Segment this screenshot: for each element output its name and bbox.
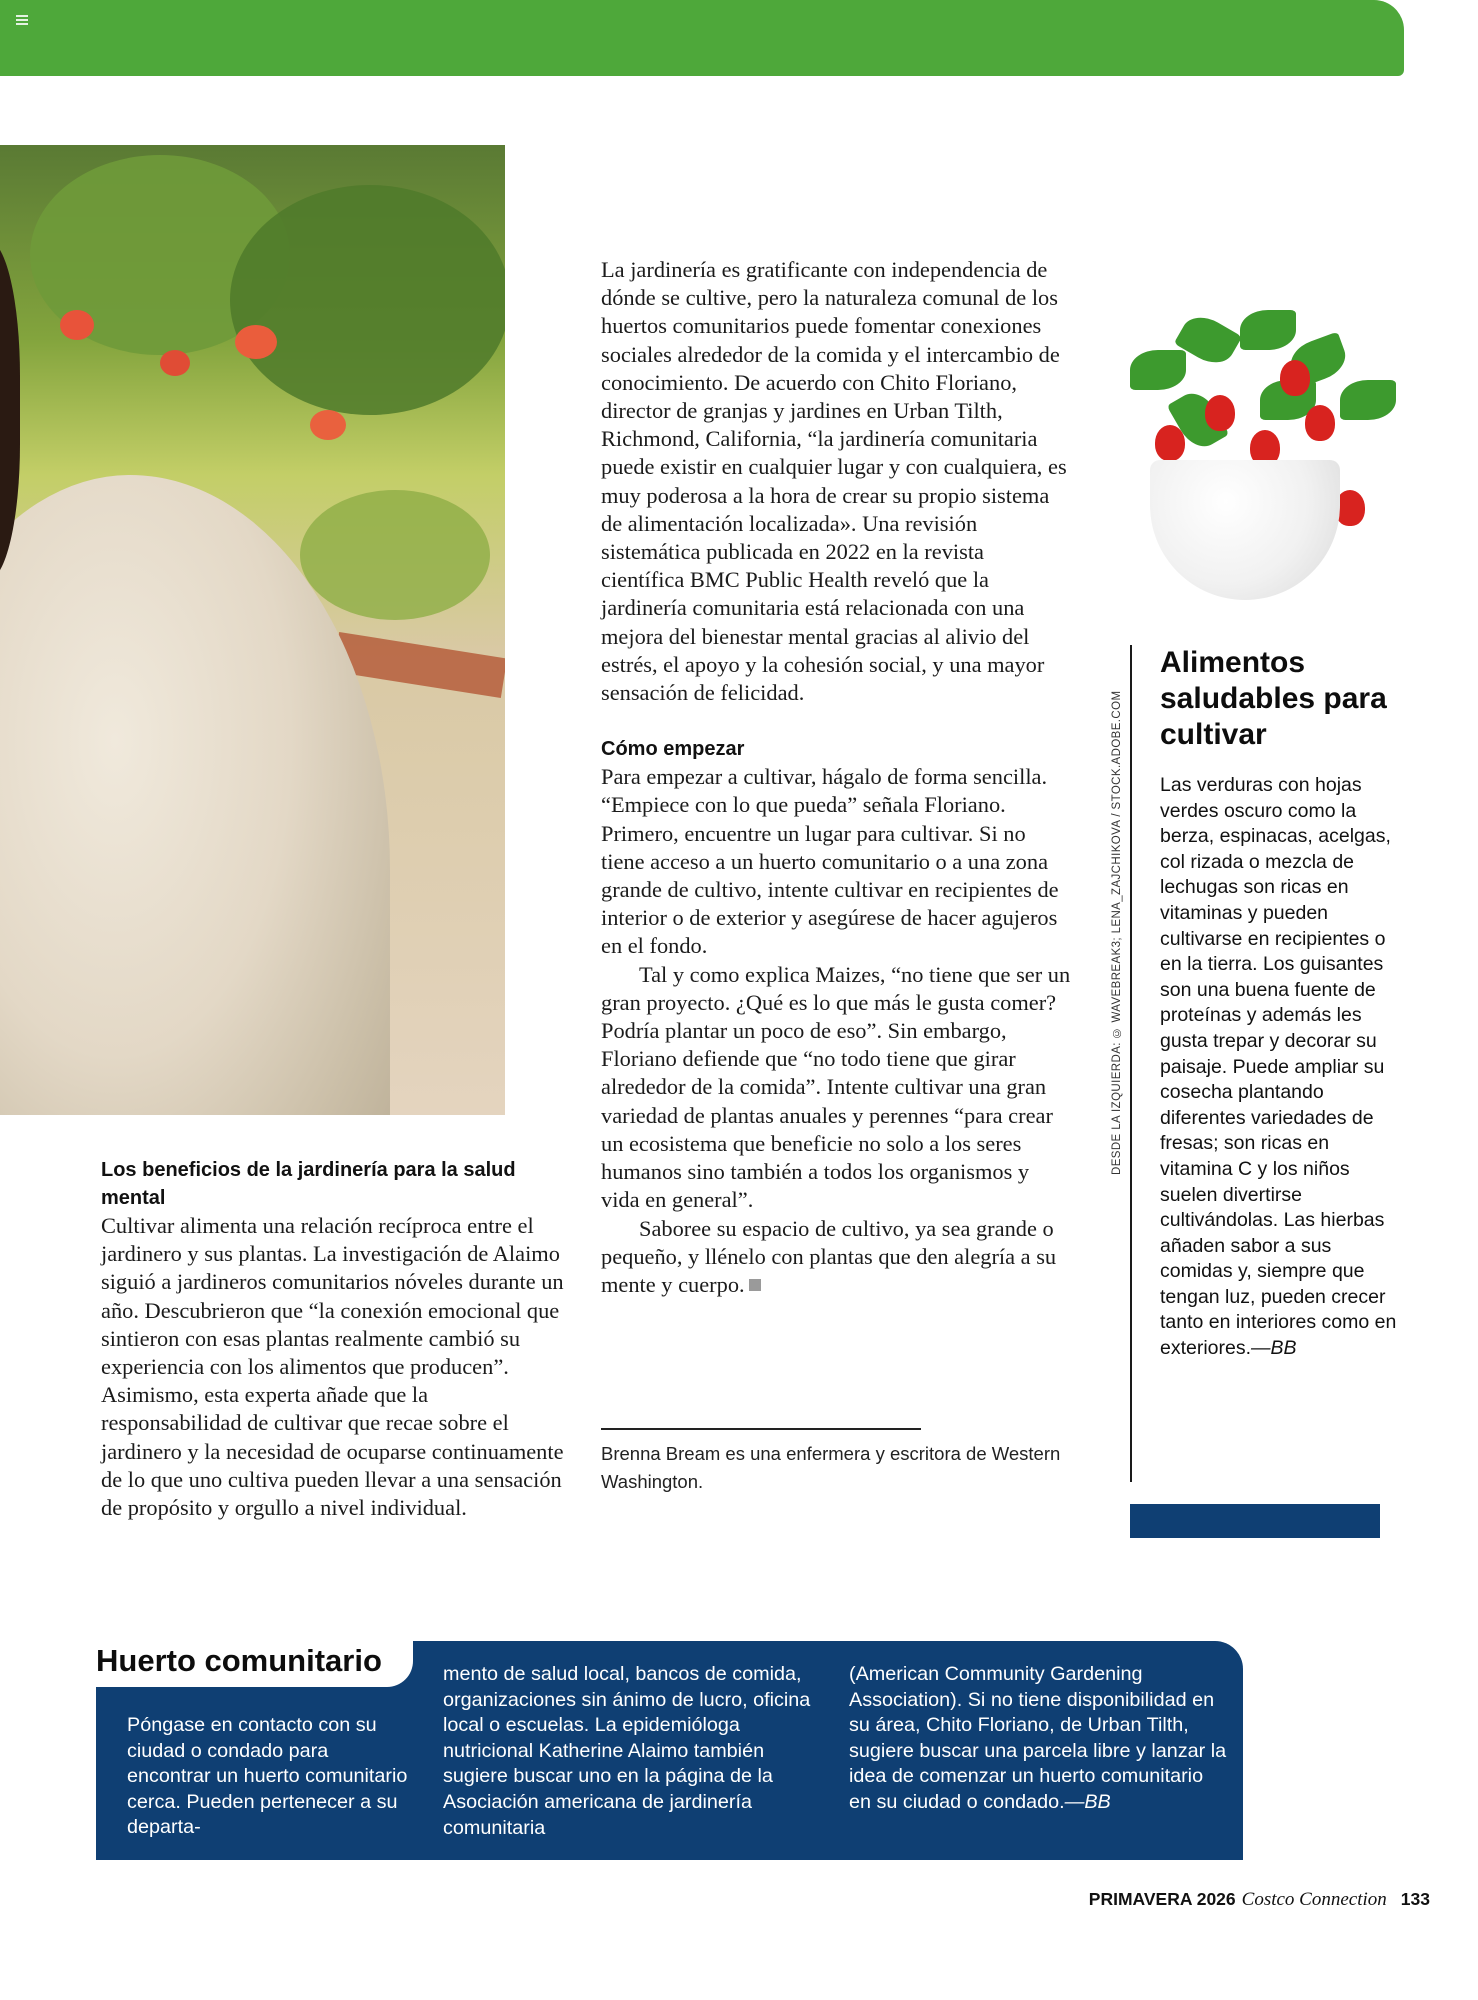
page-number: 133 [1400,1889,1430,1909]
sidebar-body [1160,773,1400,1362]
sidebar-title: Alimentos saludables para cultivar [1160,646,1387,751]
box-column-1: Póngase en contacto con su ciudad o condado para encontrar un huerto comunitario cerca. Pueden pertenecer a su departa- [127,1714,408,1839]
strawberry-pot-photo [1110,310,1410,630]
folio-season: PRIMAVERA 2026 [1088,1889,1236,1909]
end-mark-icon [749,1279,761,1291]
sidebar-divider [1130,645,1132,1482]
sidebar-signature: —BB [1251,1337,1297,1360]
sidebar-footer-bar [1130,1504,1380,1538]
author-bio: Brenna Bream es una enfermera y escritora de Western Washington. [601,1443,1061,1492]
photo-credit: DESDE LA IZQUIERDA: © WAVEBREAK3; LENA_ZAJCHIKOVA / STOCK.ADOBE.COM [1111,690,1123,1175]
sidebar-text: Las verduras con hojas verdes oscuro como la berza, espinacas, acelgas, col rizada o mezcla de lechugas son ricas en vitaminas y pueden cultivarse en recipientes o en la tierra. Los guisantes son una buena fuente de proteínas y además les gusta trepar y decorar su paisaje. Puede ampliar su cosecha plantando diferentes variedades de fresas; son ricas en vitamina C y los niños suelen divertirse cultivándolas. Las hierbas añaden sabor a sus comidas y, siempre que tengan luz, pueden crecer tanto en interiores como en exteriores. [1160,774,1397,1360]
middle-column [601,256,1071,1299]
closing-text: Saboree su espacio de cultivo, ya sea grande o pequeño, y llénelo con plantas que den alegría a su mente y cuerpo. [601,1215,1057,1297]
bio-divider [601,1428,921,1430]
gardener-photo [0,145,505,1115]
section-heading: Los beneficios de la jardinería para la salud mental [101,1159,516,1209]
section-heading: Cómo empezar [601,738,745,761]
hamburger-menu-icon[interactable] [16,15,28,25]
body-paragraph: Tal y como explica Maizes, “no tiene que ser un gran proyecto. ¿Qué es lo que más le gusta comer? Podría plantar un poco de eso”. Sin embargo, Floriano defiende que “no todo tiene que girar alrededor de la comida”. Intente cultivar una gran variedad de plantas anuales y perennes “para crear un ecosistema que beneficie no solo a los seres humanos sino también a todos los organismos y vida en general”. [601,961,1071,1213]
box-column-3 [849,1662,1229,1816]
left-column [101,1156,571,1522]
box-column-2: mento de salud local, bancos de comida, organizaciones sin ánimo de lucro, oficina local o escuelas. La epidemióloga nutricional Katherine Alaimo también sugiere buscar uno en la página de la Asociación americana de jardinería comunitaria [443,1663,811,1839]
body-paragraph: Para empezar a cultivar, hágalo de forma sencilla. “Empiece con lo que pueda” señala Floriano. Primero, encuentre un lugar para cultivar. Si no tiene acceso a un huerto comunitario o a una zona grande de cultivo, intente cultivar en recipientes de interior o de exterior y asegúrese de hacer agujeros en el fondo. [601,764,1059,959]
box-title: Huerto comunitario [96,1643,382,1678]
page-folio [1089,1889,1430,1911]
body-paragraph: La jardinería es gratificante con independencia de dónde se cultive, pero la naturaleza comunal de los huertos comunitarios puede fomentar conexiones sociales alrededor de la comida y el intercambio de conocimiento. De acuerdo con Chito Floriano, director de granjas y jardines en Urban Tilth, Richmond, California, “la jardinería comunitaria puede existir en cualquier lugar y con cualquiera, es muy poderosa a la hora de crear su propio sistema de alimentación localizada». Una revisión sistemática publicada en 2022 en la revista científica BMC Public Health reveló que la jardinería comunitaria está relacionada con una mejora del bienestar mental gracias al alivio del estrés, el apoyo y la cohesión social, y una mayor sensación de felicidad. [601,257,1067,706]
header-bar [0,0,1404,76]
box-signature: —BB [1064,1790,1111,1813]
body-paragraph: Cultivar alimenta una relación recíproca entre el jardinero y sus plantas. La investigación de Alaimo siguió a jardineros comunitarios nóveles durante un año. Descubrieron que “la conexión emocional que sintieron con esas plantas realmente cambió su experiencia con los alimentos que producen”. Asimismo, esta experta añade que la responsabilidad de cultivar que recae sobre el jardinero y la necesidad de ocuparse continuamente de lo que uno cultiva pueden llevar a una sensación de propósito y orgullo a nivel individual. [101,1213,564,1521]
box-column-3-text: (American Community Gardening Association). Si no tiene disponibilidad en su área, Chito Floriano, de Urban Tilth, sugiere buscar una parcela libre y lanzar la idea de comenzar un huerto comunitario en su ciudad o condado. [849,1663,1227,1813]
body-paragraph [601,1215,1071,1300]
folio-magazine: Costco Connection [1241,1889,1387,1910]
